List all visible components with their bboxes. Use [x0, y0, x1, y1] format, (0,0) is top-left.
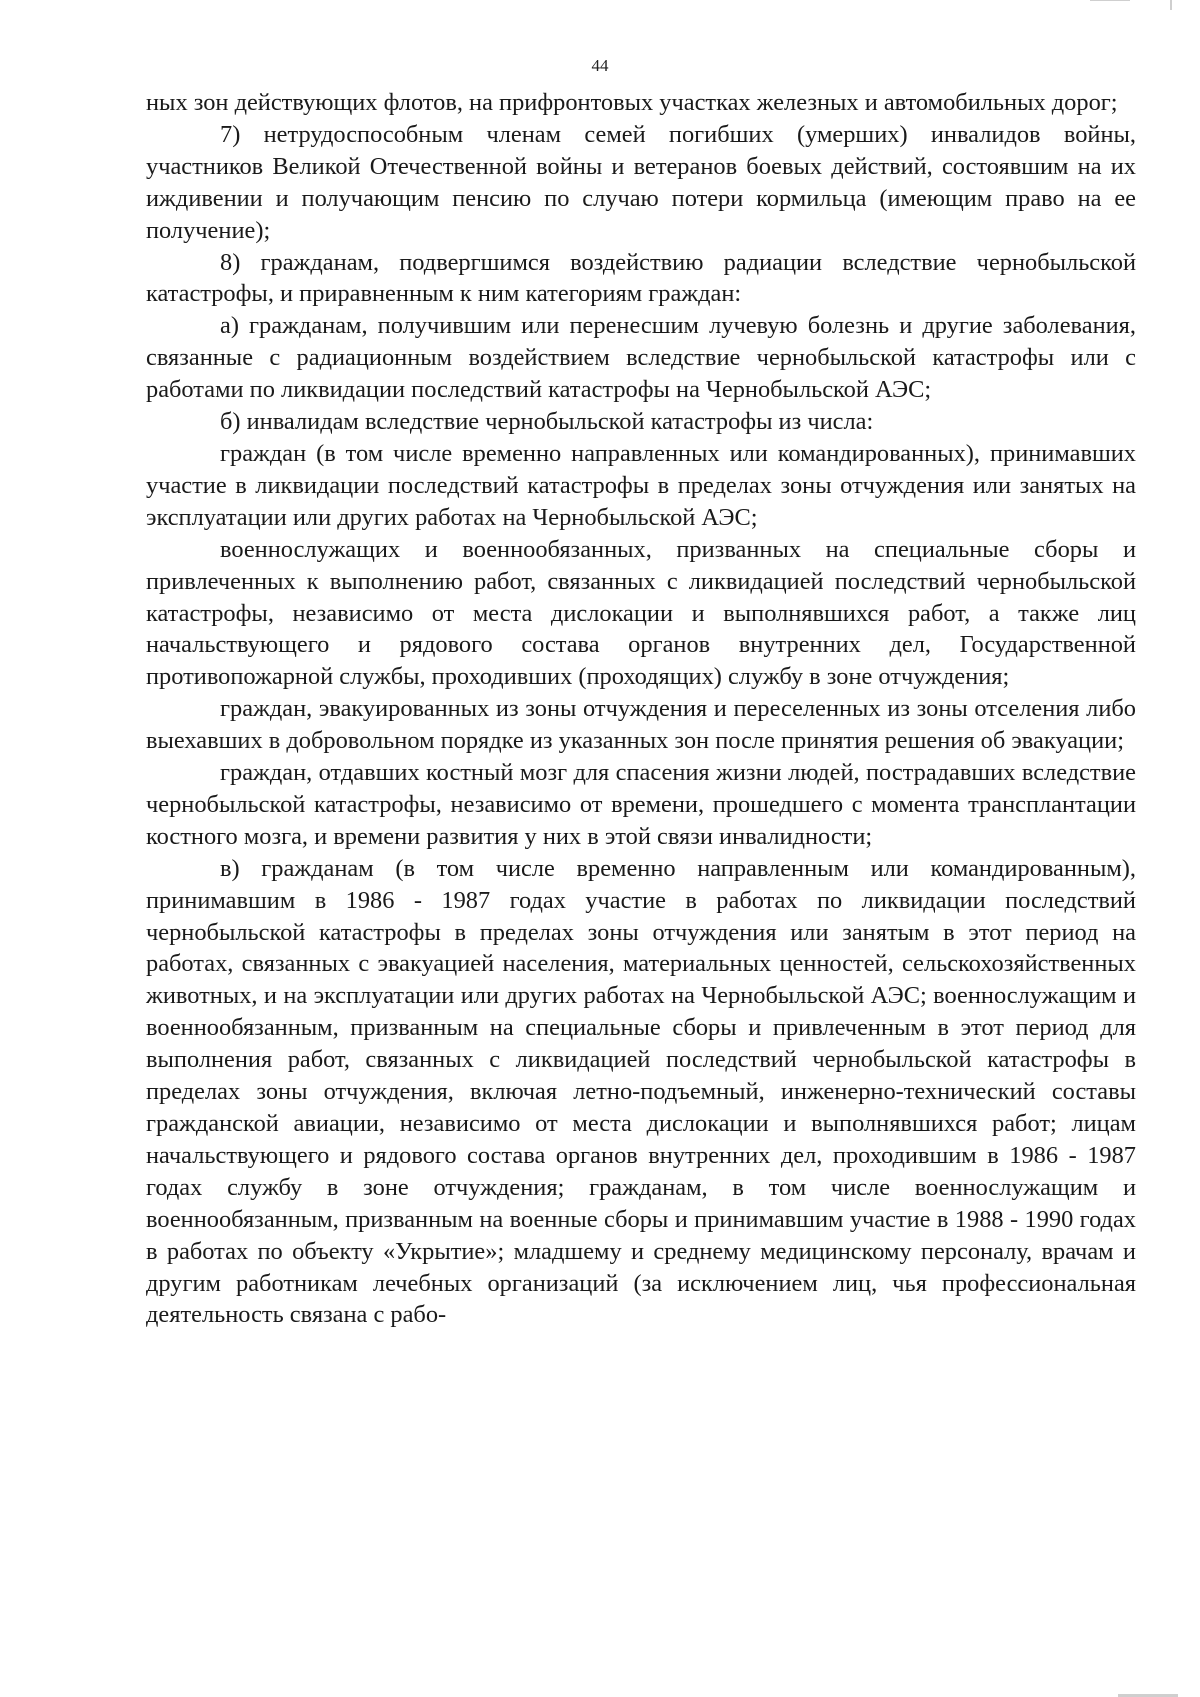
body-text — [146, 87, 1136, 1331]
paragraph: 7) нетрудоспособным членам семей погибших (умерших) инвалидов войны, участников Великой Отечественной войны и ветеранов боевых действий, состоявшим на их иждивении и получающим пенсию по случаю потери кормильца (имеющим право на ее получение); — [146, 120, 1136, 244]
paragraph: в) гражданам (в том числе временно направленным или командированным), принимавшим в 1986 - 1987 годах участие в работах по ликвидации последствий чернобыльской катастрофы в пределах зоны отчуждения или занятым в этот период на работах, связанных с эвакуацией населения, материальных ценностей, сельскохозяйственных животных, и на эксплуатации или других работах на Чернобыльской АЭС; военнослужащим и военнообязанным, призванным на специальные сборы и привлеченным в этот период для выполнения работ, связанных с ликвидацией последствий чернобыльской катастрофы в пределах зоны отчуждения, включая летно-подъемный, инженерно-технический составы гражданской авиации, независимо от места дислокации и выполнявшихся работ; лицам начальствующего и рядового состава органов внутренних дел, проходившим в 1986 - 1987 годах службу в зоне отчуждения; гражданам, в том числе военнослужащим и военнообязанным, призванным на военные сборы и принимавшим участие в 1988 - 1990 годах в работах по объекту «Укрытие»; младшему и среднему медицинскому персоналу, врачам и другим работникам лечебных организаций (за исключением лиц, чья профессиональная деятельность связана с рабо- — [146, 854, 1136, 1329]
paragraph: б) инвалидам вследствие чернобыльской катастрофы из числа: — [220, 408, 874, 436]
paragraph: военнослужащих и военнообязанных, призванных на специальные сборы и привлеченных к выполнению работ, связанных с ликвидацией последствий чернобыльской катастрофы, независимо от места дислокации и выполнявшихся работ, а также лиц начальствующего и рядового состава органов внутренних дел, Государственной противопожарной службы, проходивших (проходящих) службу в зоне отчуждения; — [146, 535, 1136, 691]
paragraph: граждан (в том числе временно направленных или командированных), принимавших участие в ликвидации последствий катастрофы в пределах зоны отчуждения или занятых на эксплуатации или других работах на Чернобыльской АЭС; — [146, 439, 1136, 531]
paragraph: а) гражданам, получившим или перенесшим лучевую болезнь и другие заболевания, связанные с радиационным воздействием вследствие чернобыльской катастрофы или с работами по ликвидации последствий катастрофы на Чернобыльской АЭС; — [146, 312, 1136, 404]
paragraph: граждан, отдавших костный мозг для спасения жизни людей, пострадавших вследствие чернобыльской катастрофы, независимо от времени, прошедшего с момента трансплантации костного мозга, и времени развития у них в этой связи инвалидности; — [146, 759, 1136, 850]
paragraph: 8) гражданам, подвергшимся воздействию радиации вследствие чернобыльской катастрофы, и приравненным к ним категориям граждан: — [146, 248, 1136, 308]
scan-artifact — [1090, 0, 1130, 1]
paragraph: ных зон действующих флотов, на прифронтовых участках железных и автомобильных дорог; — [146, 89, 1118, 116]
page-number: 44 — [591, 56, 609, 75]
paragraph: граждан, эвакуированных из зоны отчуждения и переселенных из зоны отселения либо выехавших в добровольном порядке из указанных зон после принятия решения об эвакуации; — [146, 695, 1136, 755]
scan-artifact — [1170, 0, 1172, 10]
